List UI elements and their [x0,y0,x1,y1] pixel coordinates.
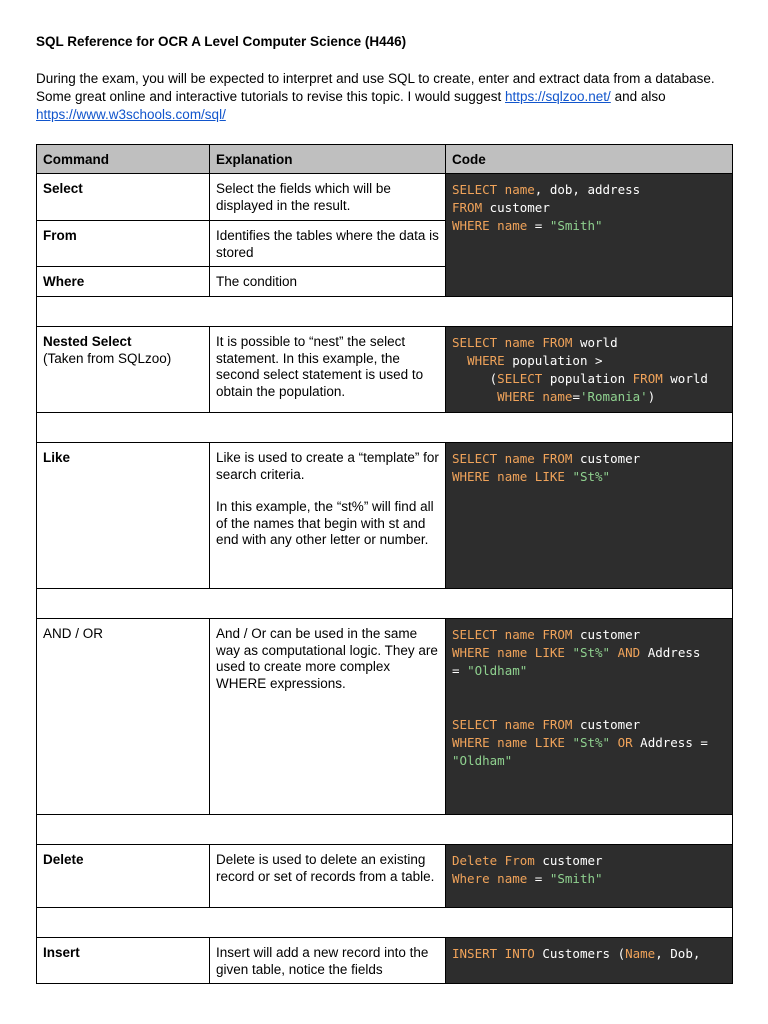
table-row [37,443,733,589]
explanation-cell: Select the fields which will be displayed in the result. [210,174,446,221]
code-cell: SELECT name FROM world WHERE population > (SELECT population FROM world WHERE name='Romania') [446,327,733,413]
command-cell: Nested Select (Taken from SQLzoo) [37,327,210,413]
explanation-cell: It is possible to “nest” the select statement. In this example, the second select statement is used to obtain the population. [210,327,446,413]
w3schools-link[interactable]: https://www.w3schools.com/sql/ [36,107,226,122]
code-cell: SELECT name FROM customer WHERE name LIKE "St%" AND Address = "Oldham" SELECT name FROM customer WHERE name LIKE "St%" OR Address = "Oldham" [446,619,733,815]
table-row [37,327,733,413]
table-header-row [37,145,733,174]
spacer-row [37,908,733,938]
spacer-row [37,815,733,845]
header-command: Command [37,145,210,174]
intro-text: During the exam, you will be expected to interpret and use SQL to create, enter and extract data from a database. Some great online and interactive tutorials to revise this topic. I would suggest [36,71,715,104]
command-cell: Delete [37,845,210,908]
command-cell: Select [37,174,210,221]
table-row [37,938,733,984]
table-row [37,845,733,908]
explanation-cell: And / Or can be used in the same way as computational logic. They are used to create more complex WHERE expressions. [210,619,446,815]
code-cell: Delete From customer Where name = "Smith" [446,845,733,908]
explanation-cell: Like is used to create a “template” for search criteria. In this example, the “st%” will find all of the names that begin with st and end with any other letter or number. [210,443,446,589]
command-cell: Like [37,443,210,589]
spacer-row [37,297,733,327]
document-title: SQL Reference for OCR A Level Computer Science (H446) [36,34,407,49]
spacer-row [37,589,733,619]
intro-text-2: and also [610,89,666,104]
explanation-cell: Delete is used to delete an existing record or set of records from a table. [210,845,446,908]
command-cell: AND / OR [37,619,210,815]
intro-paragraph [36,70,736,124]
spacer-row [37,413,733,443]
command-cell: Where [37,267,210,297]
table-row [37,619,733,815]
header-code: Code [446,145,733,174]
explanation-cell: Identifies the tables where the data is stored [210,221,446,267]
code-cell: SELECT name, dob, address FROM customer WHERE name = "Smith" [446,174,733,297]
code-cell: INSERT INTO Customers (Name, Dob, [446,938,733,984]
explanation-cell: Insert will add a new record into the given table, notice the fields [210,938,446,984]
header-explanation: Explanation [210,145,446,174]
sqlzoo-link[interactable]: https://sqlzoo.net/ [505,89,611,104]
explanation-cell: The condition [210,267,446,297]
table-row [37,174,733,221]
command-cell: Insert [37,938,210,984]
sql-reference-table [36,144,733,984]
code-cell: SELECT name FROM customer WHERE name LIKE "St%" [446,443,733,589]
command-cell: From [37,221,210,267]
